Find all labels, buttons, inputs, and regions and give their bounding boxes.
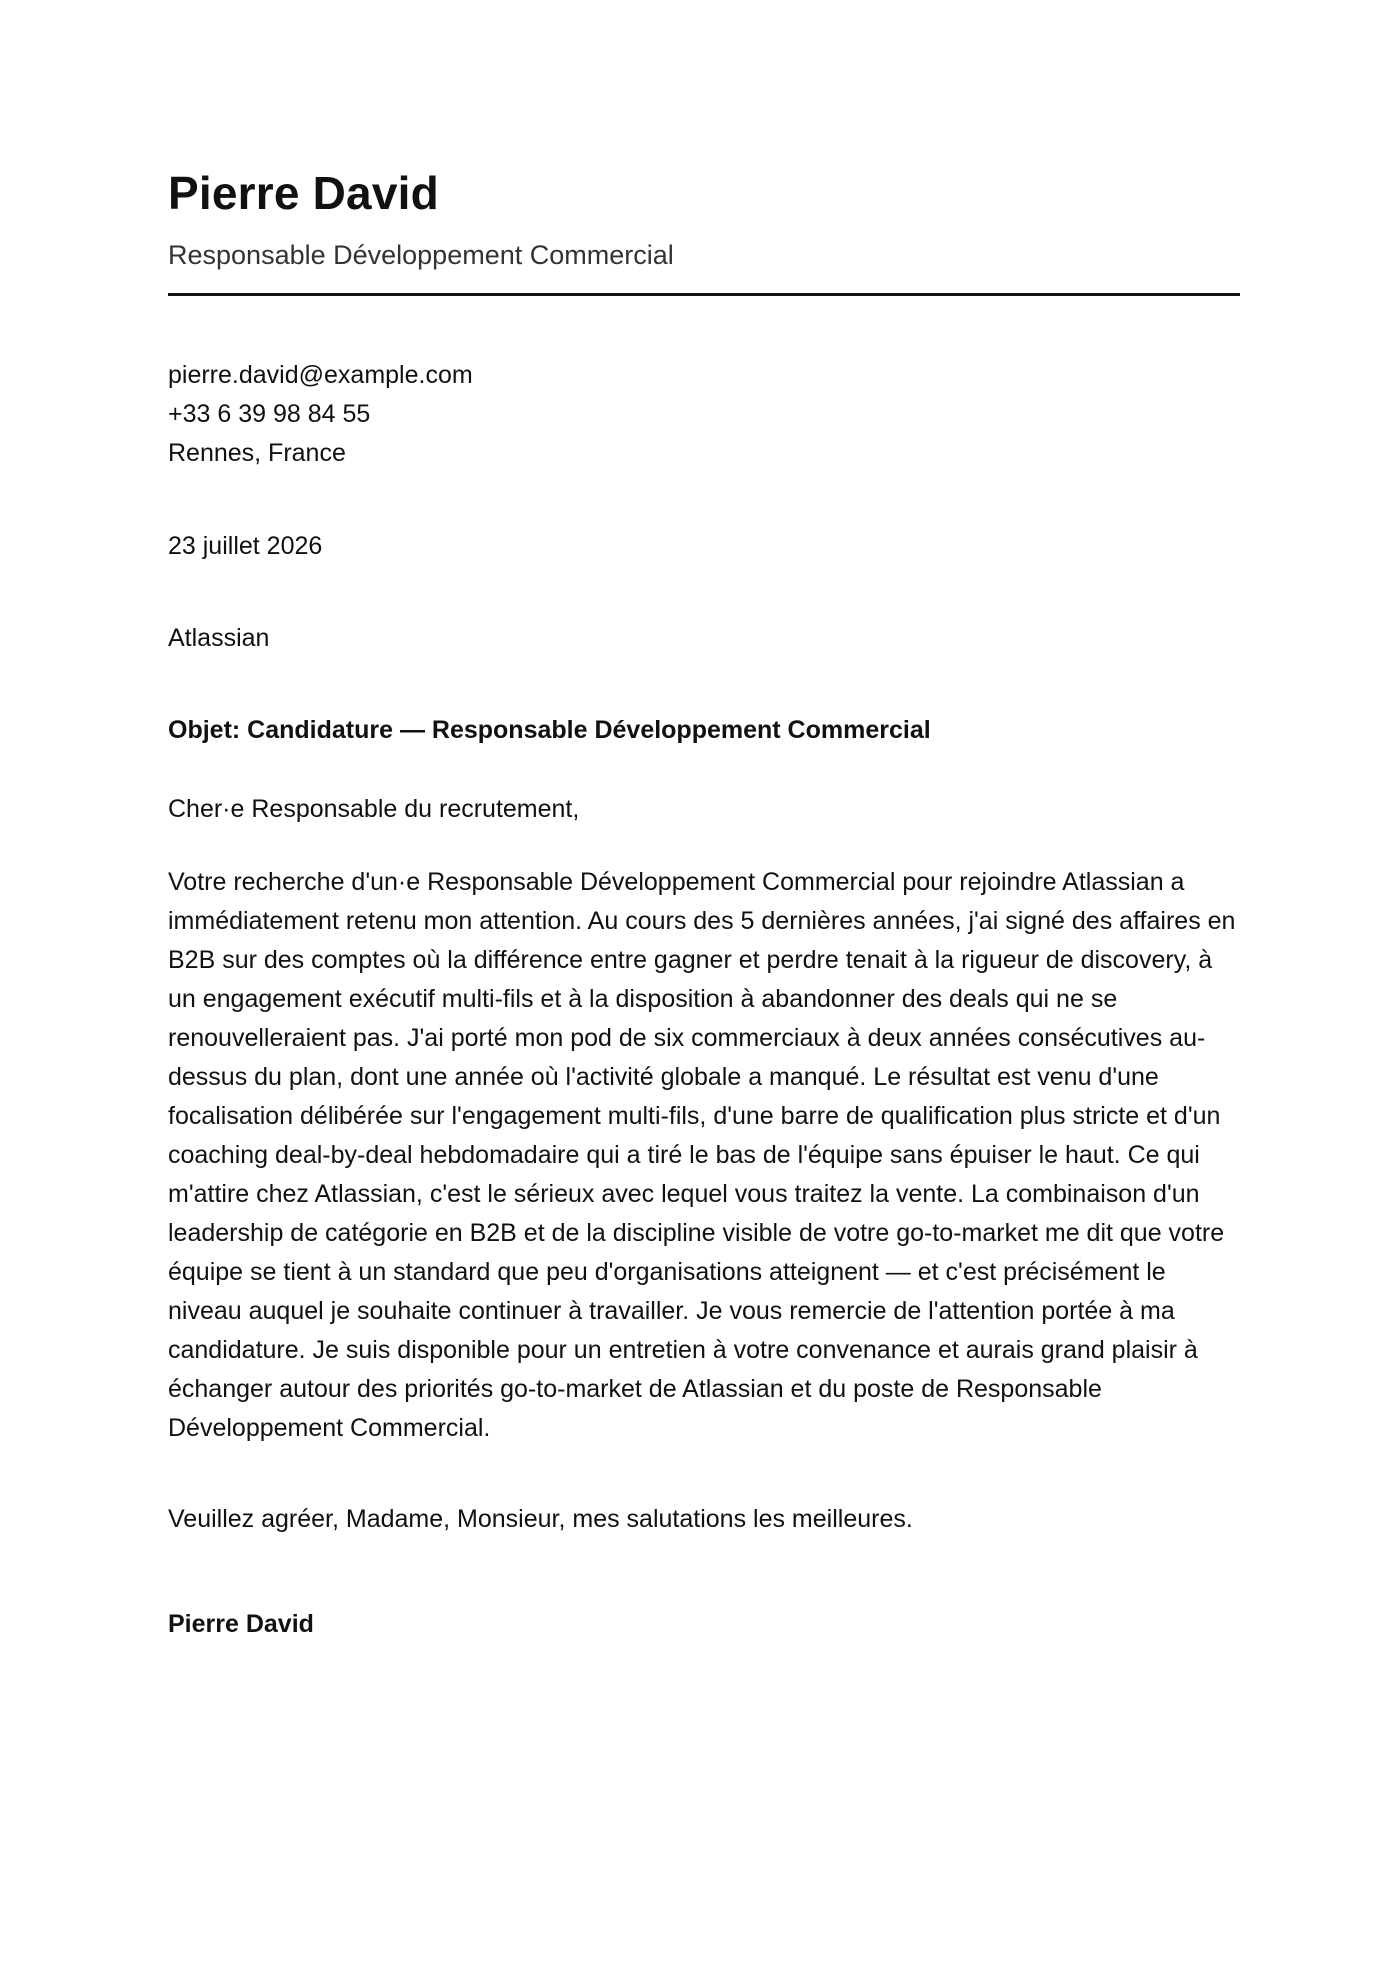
letter-body: Votre recherche d'un·e Responsable Développement Commercial pour rejoindre Atlassian a immédiatement retenu mon attention. Au cours des 5 dernières années, j'ai signé des affaires en B2B sur des comptes où la différence entre gagner et perdre tenait à la rigueur de discovery, à un engagement exécutif multi-fils et à la disposition à abandonner des deals qui ne se renouvelleraient pas. J'ai porté mon pod de six commerciaux à deux années consécutives au-dessus du plan, dont une année où l'activité globale a manqué. Le résultat est venu d'une focalisation délibérée sur l'engagement multi-fils, d'une barre de qualification plus stricte et d'un coaching deal-by-deal hebdomadaire qui a tiré le bas de l'équipe sans épuiser le haut. Ce qui m'attire chez Atlassian, c'est le sérieux avec lequel vous traitez la vente. La combinaison d'un leadership de catégorie en B2B et de la discipline visible de votre go-to-market me dit que votre équipe se tient à un standard que peu d'organisations atteignent — et c'est précisément le niveau auquel je souhaite continuer à travailler. Je vous remercie de l'attention portée à ma candidature. Je suis disponible pour un entretien à votre convenance et aurais grand plaisir à échanger autour des priorités go-to-market de Atlassian et du poste de Responsable Développement Commercial. [168,868,1236,1442]
recipient-company: Atlassian [168,624,270,652]
contact-email: pierre.david@example.com [168,361,473,389]
applicant-name: Pierre David [168,167,439,219]
cover-letter-page [168,167,1240,1644]
letter-date: 23 juillet 2026 [168,532,323,560]
contact-location: Rennes, France [168,439,346,467]
letter-subject: Objet: Candidature — Responsable Développement Commercial [168,716,931,744]
applicant-job-title: Responsable Développement Commercial [168,240,674,270]
letter-closing: Veuillez agréer, Madame, Monsieur, mes salutations les meilleures. [168,1505,913,1533]
header-divider [168,293,1240,296]
letter-greeting: Cher·e Responsable du recrutement, [168,795,580,823]
letter-signature: Pierre David [168,1610,314,1638]
contact-block [168,356,1240,473]
letter-header [168,167,1240,296]
contact-phone: +33 6 39 98 84 55 [168,400,371,428]
